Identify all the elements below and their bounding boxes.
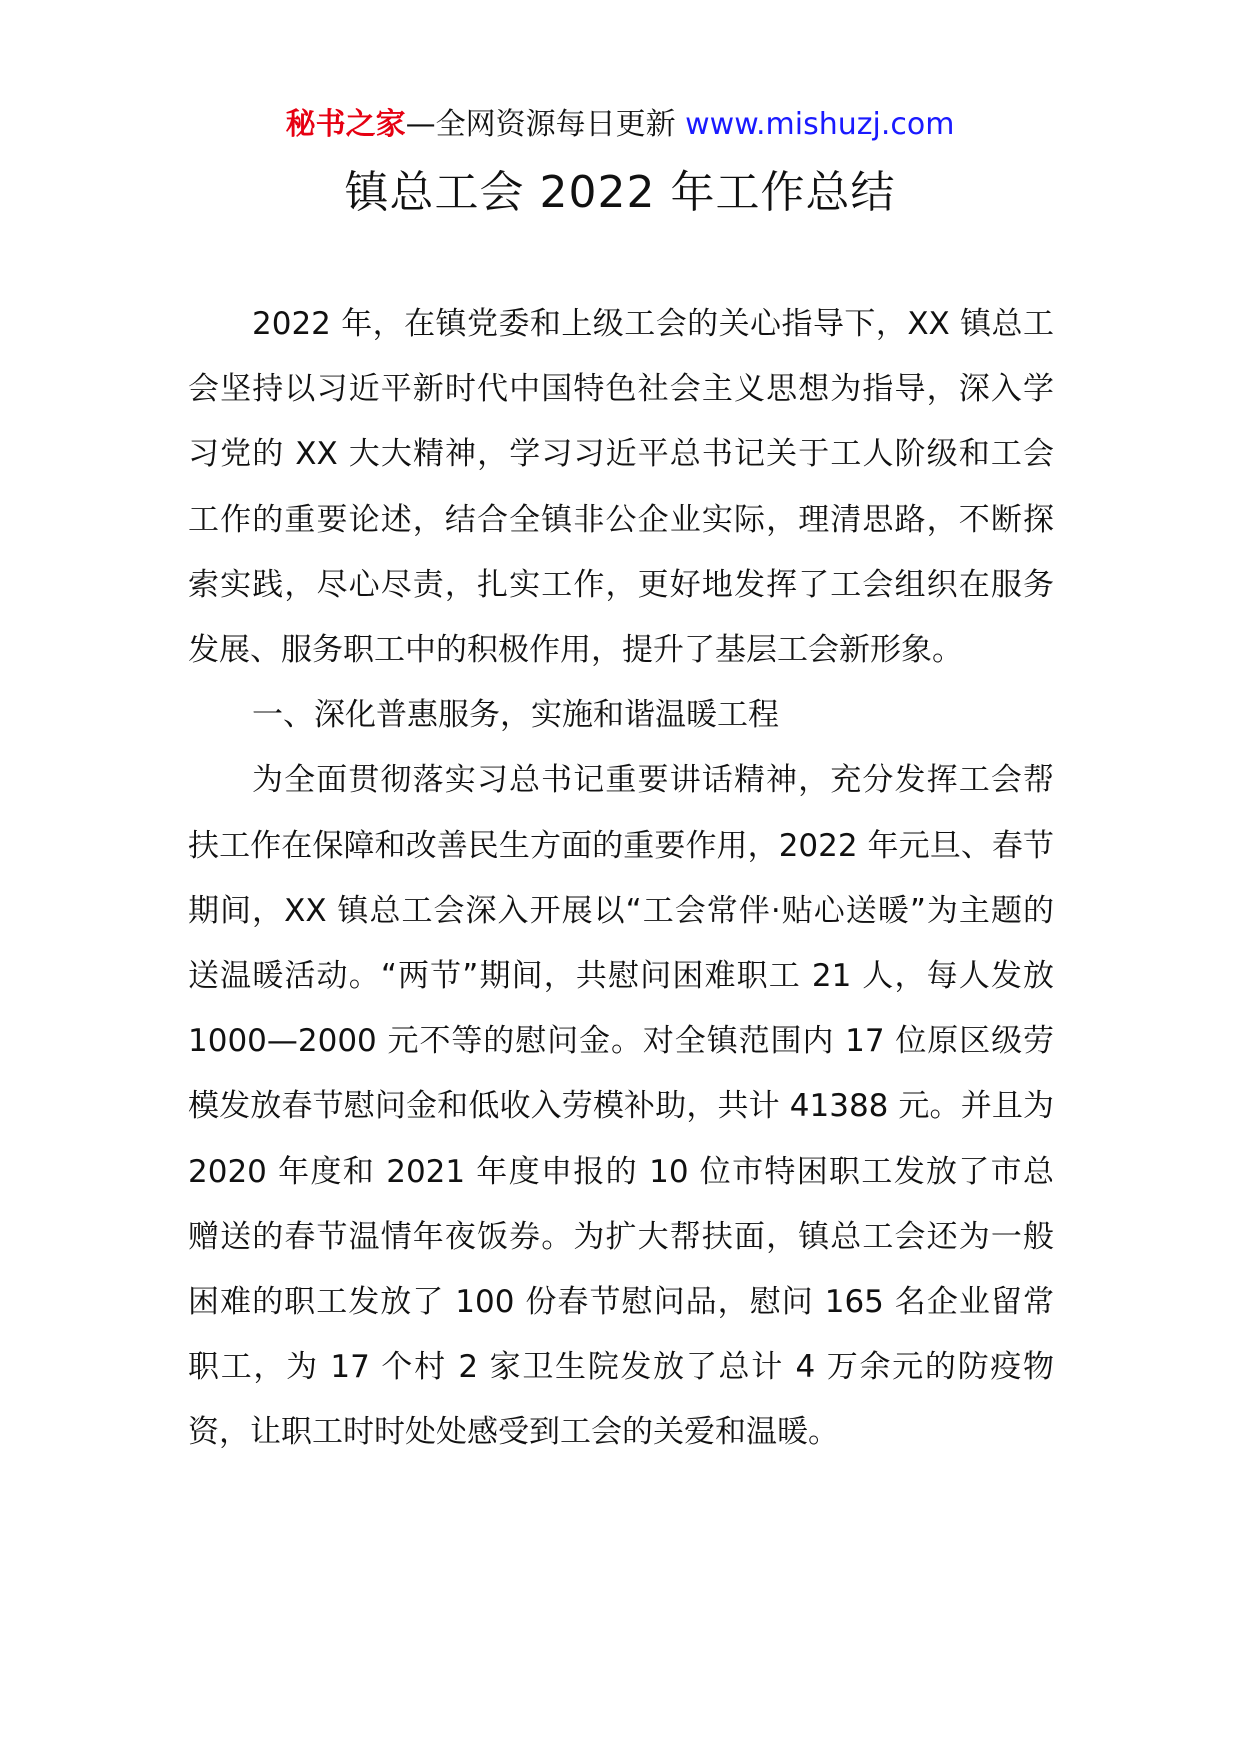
intro-paragraph: 2022 年，在镇党委和上级工会的关心指导下，XX 镇总工会坚持以习近平新时代中国特色社会主义思想为指导，深入学习党的 XX 大大精神，学习习近平总书记关于工人阶级和工会工作的重要论述，结合全镇非公企业实际，理清思路，不断探索实践，尽心尽责，扎实工作，更好地发挥了工会组织在服务发展、服务职工中的积极作用，提升了基层工会新形象。 — [188, 306, 1054, 669]
site-url-link[interactable]: www.mishuzj.com — [685, 107, 955, 142]
brand-name: 秘书之家 — [285, 107, 406, 142]
section-heading: 一、深化普惠服务，实施和谐温暖工程 — [252, 697, 779, 734]
section-paragraph: 为全面贯彻落实习总书记重要讲话精神，充分发挥工会帮扶工作在保障和改善民生方面的重要作用，2022 年元旦、春节期间，XX 镇总工会深入开展以“工会常伴·贴心送暖”为主题的送温暖活动。“两节”期间，共慰问困难职工 21 人，每人发放 1000—2000 元不等的慰问金。对全镇范围内 17 位原区级劳模发放春节慰问金和低收入劳模补助，共计 41388 元。并且为 2020 年度和 2021 年度申报的 10 位市特困职工发放了市总赠送的春节温情年夜饭券。为扩大帮扶面，镇总工会还为一般困难的职工发放了 100 份春节慰问品，慰问 165 名企业留常职工，为 17 个村 2 家卫生院发放了总计 4 万余元的防疫物资，让职工时时处处感受到工会的关爱和温暖。 — [188, 762, 1054, 1451]
site-header — [0, 100, 1240, 150]
document-body — [188, 292, 1054, 1466]
document-title: 镇总工会 2022 年工作总结 — [344, 167, 896, 218]
header-tagline: —全网资源每日更新 — [405, 107, 686, 142]
